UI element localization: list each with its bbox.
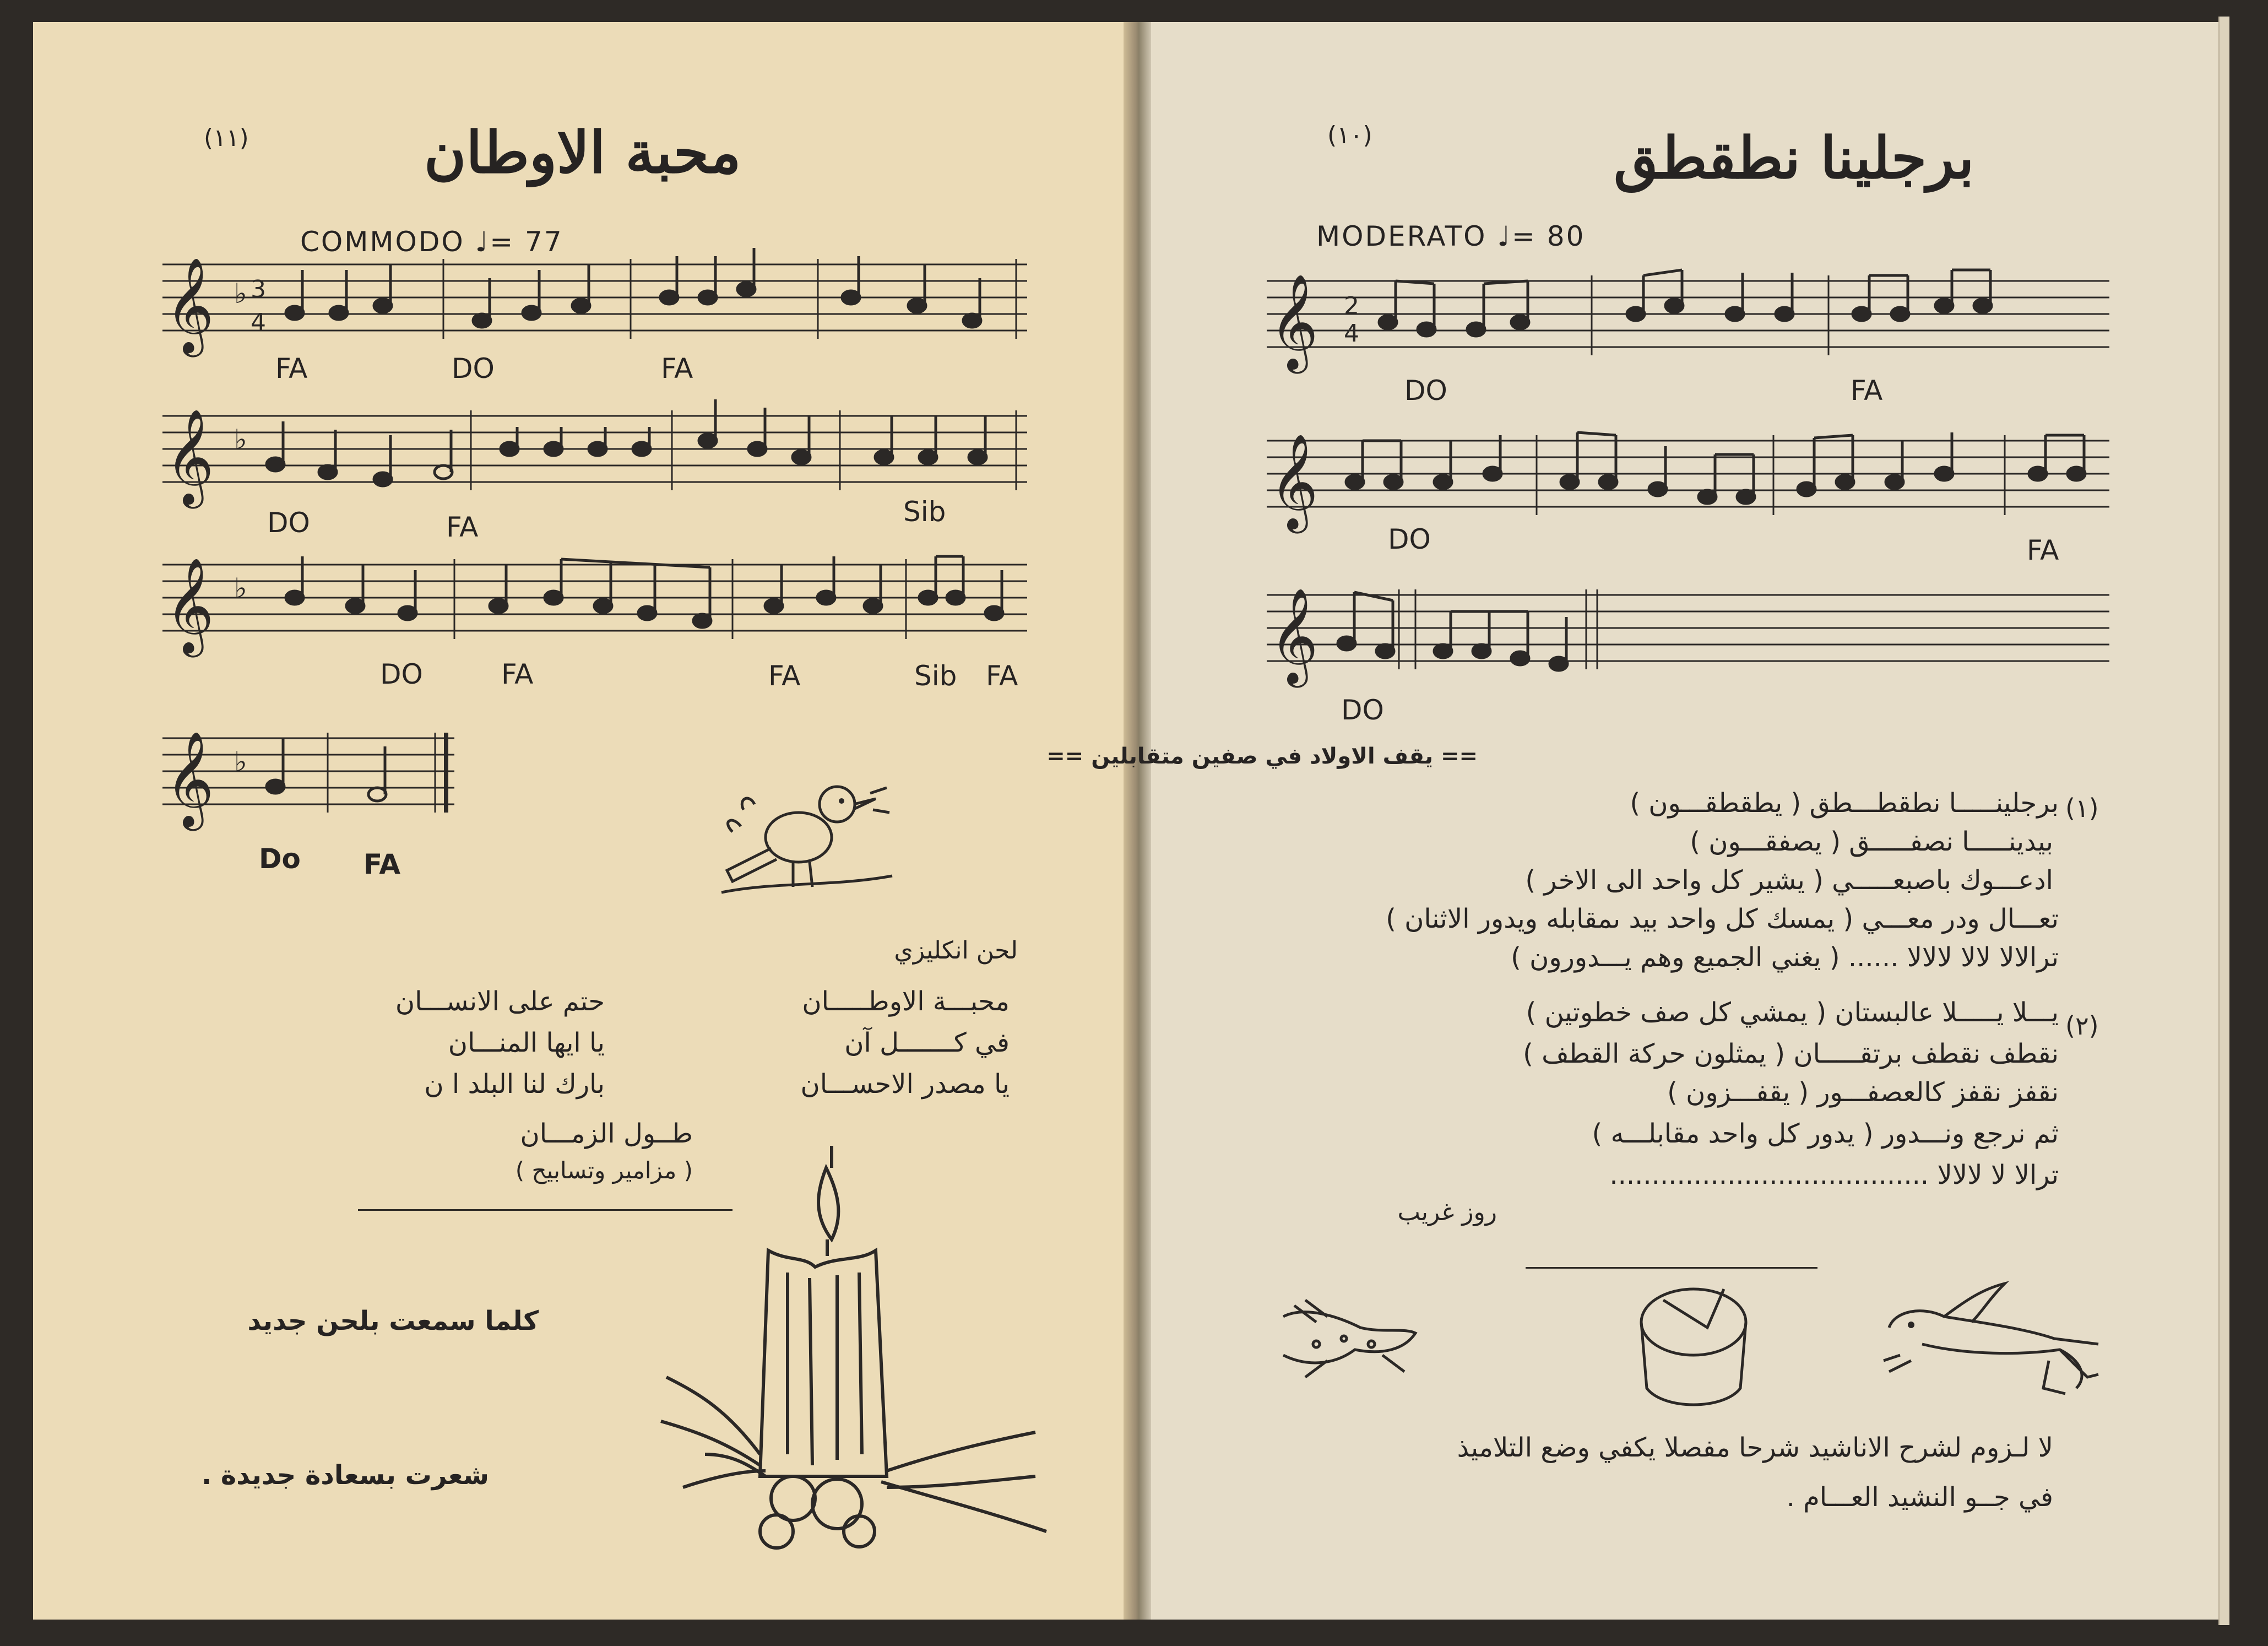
stanza-line: بيدينـــــا نصفـــــق ( يصفقـــون ) bbox=[1690, 826, 2053, 857]
lyrics-source: ( مزامير وتسابيح ) bbox=[515, 1157, 693, 1184]
svg-text:2: 2 bbox=[1344, 292, 1359, 320]
bird-illustration bbox=[710, 755, 920, 914]
note-label: DO bbox=[452, 353, 495, 385]
lyric-line: طــول الزمـــان bbox=[520, 1118, 693, 1149]
running-animal-icon bbox=[1272, 1284, 1426, 1383]
drum-icon bbox=[1630, 1278, 1757, 1421]
right-tempo-marking: MODERATO ♩= 80 bbox=[1316, 220, 1586, 252]
svg-text:♭: ♭ bbox=[234, 746, 247, 778]
stanza-line: نقفز نقفز كالعصفـــور ( يقفـــزون ) bbox=[1667, 1077, 2059, 1108]
note-label: Sib bbox=[903, 496, 946, 528]
note-label: FA bbox=[275, 353, 308, 385]
note-label: DO bbox=[1388, 523, 1431, 555]
stanza-line: نقطف نقطف برتقـــــان ( يمثلون حركة القطف ) bbox=[1523, 1038, 2059, 1069]
treble-clef-icon: 𝄞 bbox=[165, 257, 214, 353]
stanza-number: (١) bbox=[2065, 793, 2099, 823]
note-label: FA bbox=[363, 848, 401, 880]
note-label: Sib bbox=[914, 660, 957, 692]
svg-text:𝄞: 𝄞 bbox=[165, 731, 214, 827]
candle-illustration bbox=[650, 1146, 1079, 1564]
lyric-line: في كـــــــل آن bbox=[844, 1027, 1010, 1058]
svg-text:𝄞: 𝄞 bbox=[1269, 434, 1319, 529]
note-label: FA bbox=[768, 660, 801, 692]
note-label: DO bbox=[267, 507, 310, 539]
stanza-line: ترالالا لالا لالالا ...... ( يغني الجميع وهم يـــدورون ) bbox=[1511, 942, 2059, 973]
page-edge bbox=[2218, 17, 2229, 1625]
right-staff-1 bbox=[1261, 259, 2120, 386]
verse-line: كلما سمعت بلحن جديد bbox=[247, 1306, 539, 1336]
svg-text:𝄞: 𝄞 bbox=[1269, 274, 1319, 370]
svg-text:♭: ♭ bbox=[234, 424, 247, 456]
lyric-line: محبـــة الاوطـــــان bbox=[802, 986, 1010, 1017]
right-page-number: (١٠) bbox=[1327, 121, 1372, 149]
stanza-line: ترالا لا لالالا ...................................... bbox=[1609, 1160, 2059, 1190]
right-song-title: برجلينا نطقطق bbox=[1614, 124, 1974, 192]
stanza-line: ثم نرجع ونـــدور ( يدور كل واحد مقابلـــه ) bbox=[1592, 1118, 2059, 1149]
svg-text:𝄞: 𝄞 bbox=[165, 557, 214, 653]
stanza-line: تعـــال ودر معـــي ( يمسك كل واحد بيد ىمقابله ويدور الاثنان ) bbox=[1386, 903, 2059, 934]
left-tempo-marking: COMMODO ♩= 77 bbox=[300, 226, 563, 258]
note-label: DO bbox=[1341, 694, 1384, 726]
svg-text:𝄞: 𝄞 bbox=[1269, 588, 1319, 684]
note-label: FA bbox=[1851, 375, 1883, 407]
note-label: FA bbox=[446, 511, 479, 543]
divider-line bbox=[1526, 1267, 1817, 1269]
stanza-line: يـــلا يـــــلا عالبستان ( يمشي كل صف خطوتين ) bbox=[1526, 997, 2059, 1028]
svg-text:♭: ♭ bbox=[234, 572, 247, 604]
note-label: FA bbox=[661, 353, 693, 385]
teacher-note: لا لـزوم لشرح الاناشيد شرحا مفصلا يكفي وضع التلاميذ bbox=[1457, 1432, 2053, 1463]
svg-text:♭: ♭ bbox=[234, 278, 247, 310]
author-name: روز غريب bbox=[1397, 1198, 1497, 1226]
svg-text:4: 4 bbox=[1344, 320, 1359, 348]
instruction-text: == يقف الاولاد في صفين متقابلين == bbox=[1046, 744, 1478, 769]
lyric-line: يا مصدر الاحســـان bbox=[800, 1069, 1010, 1100]
note-label: FA bbox=[986, 660, 1018, 692]
left-staff-4 bbox=[157, 716, 465, 843]
note-label: FA bbox=[501, 658, 534, 690]
left-staff-3 bbox=[157, 543, 1038, 669]
svg-text:4: 4 bbox=[251, 308, 266, 337]
svg-text:3: 3 bbox=[251, 275, 266, 304]
left-song-title: محبة الاوطان bbox=[424, 118, 741, 186]
right-staff-3 bbox=[1261, 573, 2120, 700]
teacher-note: في جــو النشيد العـــام . bbox=[1786, 1482, 2053, 1513]
lyric-line: حتم على الانســـان bbox=[395, 986, 605, 1017]
verse-line: شعرت بسعادة جديدة . bbox=[201, 1460, 489, 1491]
stanza-line: ادعـــوك باصبعـــــي ( يشير كل واحد الى الاخر ) bbox=[1525, 865, 2053, 896]
stanza-line: برجلينـــــا نطقطـــطق ( يطقطقـــون ) bbox=[1630, 788, 2059, 819]
svg-text:𝄞: 𝄞 bbox=[165, 409, 214, 505]
hare-icon bbox=[1878, 1278, 2109, 1410]
melody-origin: لحن انكليزي bbox=[894, 936, 1018, 965]
left-page-number: (١١) bbox=[204, 124, 249, 152]
book-gutter bbox=[1124, 22, 1151, 1620]
lyric-line: بارك لنا البلد ا ن bbox=[424, 1069, 605, 1100]
note-label: FA bbox=[2027, 534, 2059, 566]
note-label: Do bbox=[259, 843, 301, 875]
note-label: DO bbox=[1404, 375, 1447, 407]
lyric-line: يا ايها المنـــان bbox=[448, 1027, 605, 1058]
note-label: DO bbox=[380, 658, 423, 690]
stanza-number: (٢) bbox=[2065, 1011, 2099, 1041]
